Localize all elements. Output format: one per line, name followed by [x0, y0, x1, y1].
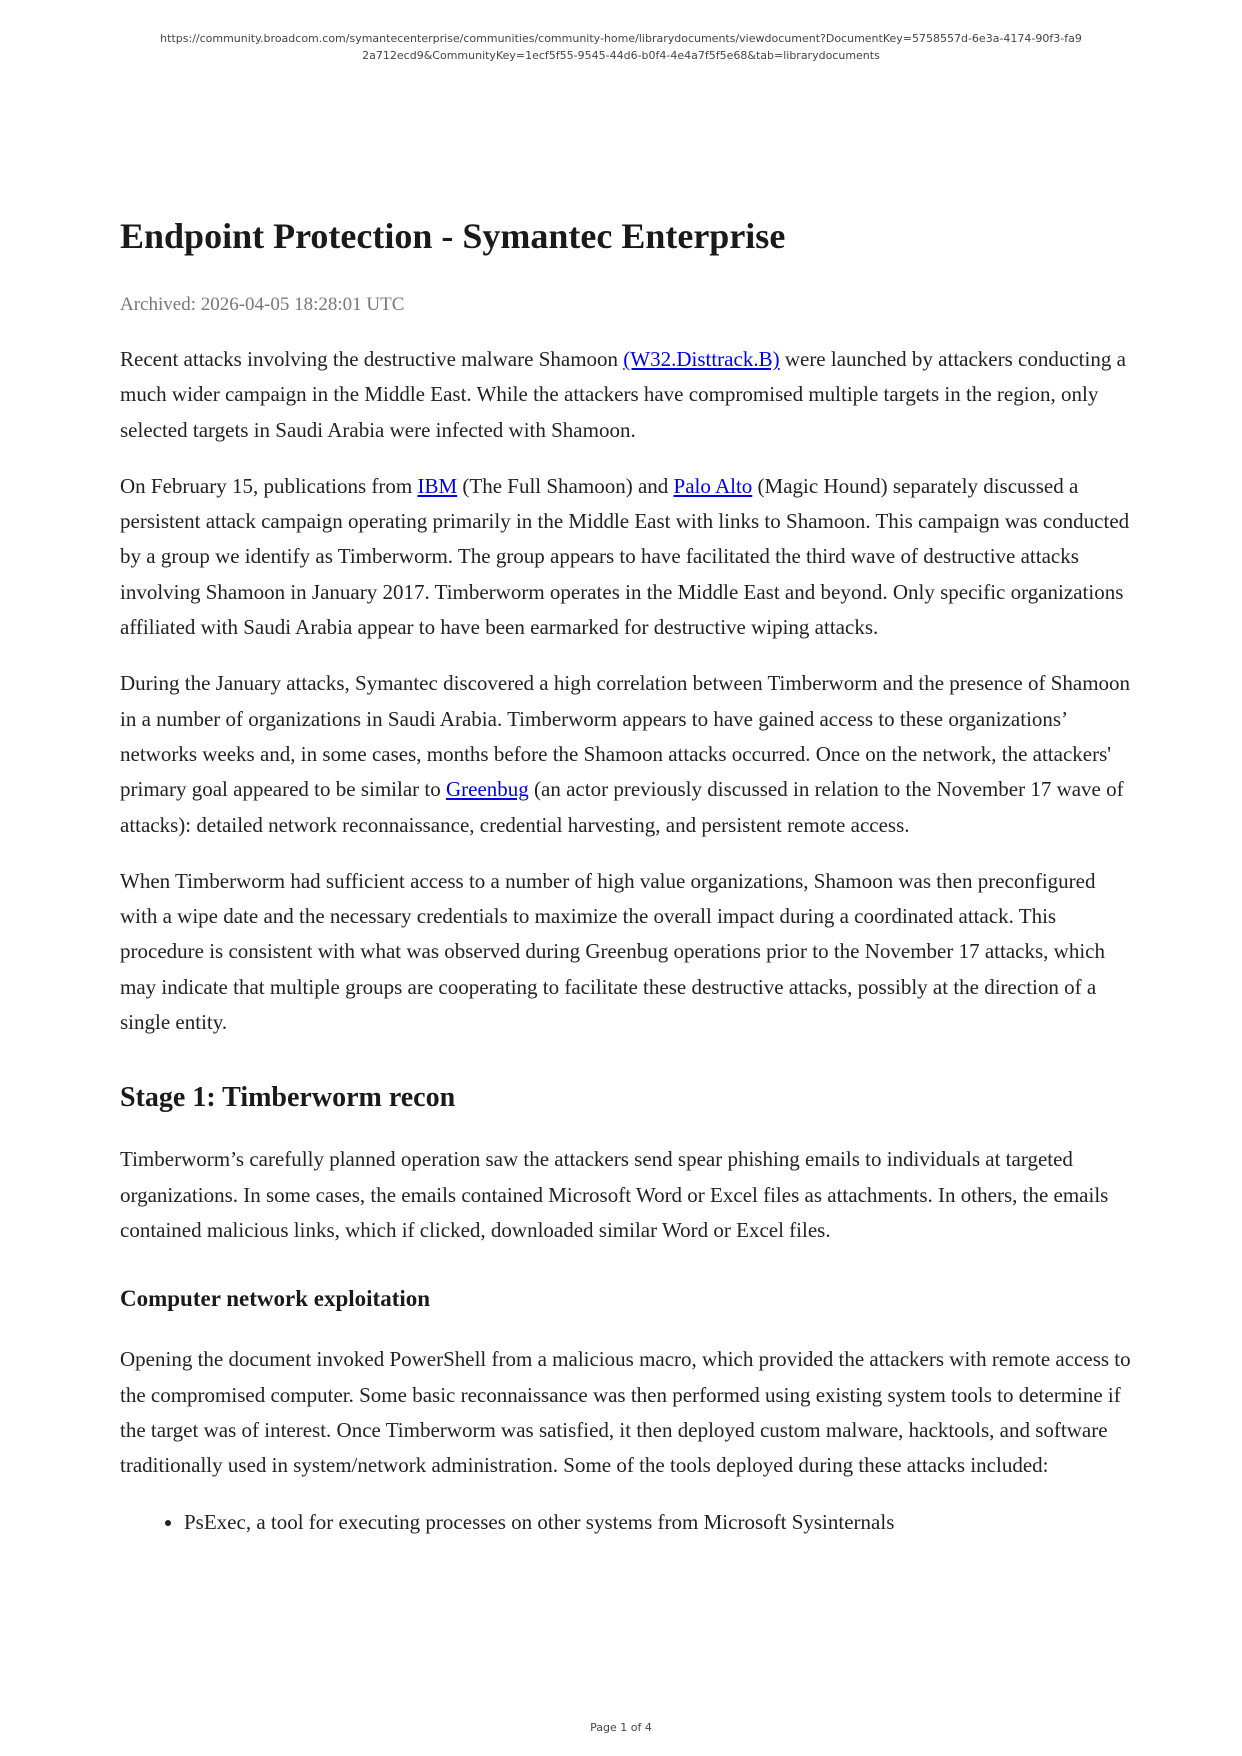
document-body	[120, 214, 1132, 1540]
paragraph-spear-phishing: Timberworm’s carefully planned operation saw the attackers send spear phishing emails to individuals at targeted organizations. In some cases, the emails contained Microsoft Word or Excel files as attachments. In others, the emails contained malicious links, which if clicked, downloaded similar Word or Excel files.	[120, 1147, 1109, 1242]
paragraph-text: (an actor previously discussed in relation to the November 17 wave of attacks): detailed network reconnaissance, credential harvesting, and persistent remote access.	[120, 777, 1124, 837]
paragraph-text: (Magic Hound) separately discussed a persistent attack campaign operating primarily in the Middle East with links to Shamoon. This campaign was conducted by a group we identify as Timberworm. The group appears to have facilitated the third wave of destructive attacks involving Shamoon in January 2017. Timberworm operates in the Middle East and beyond. Only specific organizations affiliated with Saudi Arabia appear to have been earmarked for destructive wiping attacks.	[120, 473, 1130, 640]
section-heading-stage-1: Stage 1: Timberworm recon	[120, 1082, 456, 1114]
paragraph-publications	[120, 469, 1132, 645]
link-palo-alto[interactable]: Palo Alto	[673, 473, 753, 498]
list-item: • PsExec, a tool for executing processes on other systems from Microsoft Sysinternals	[184, 1505, 1132, 1540]
paragraph-text: (The Full Shamoon) and	[457, 473, 674, 498]
archived-timestamp: Archived: 2026-04-05 18:28:01 UTC	[120, 294, 405, 315]
page-number: Page 1 of 4	[590, 1721, 652, 1734]
subsection-heading-exploitation: Computer network exploitation	[120, 1286, 431, 1312]
link-greenbug[interactable]: Greenbug	[445, 777, 529, 802]
tools-list	[120, 1505, 1132, 1540]
paragraph-text: Recent attacks involving the destructive malware Shamoon	[120, 347, 624, 371]
link-w32-disttrack[interactable]: (W32.Disttrack.B)	[623, 347, 780, 371]
paragraph-powershell: Opening the document invoked PowerShell from a malicious macro, which provided the attackers with remote access to the compromised computer. Some basic reconnaissance was then performed using existing system tools to determine if the target was of interest. Once Timberworm was satisfied, it then deployed custom malware, hacktools, and software traditionally used in system/network administration. Some of the tools deployed during these attacks included:	[120, 1347, 1131, 1478]
paragraph-sufficient-access: When Timberworm had sufficient access to a number of high value organizations, Shamoon was then preconfigured with a wipe date and the necessary credentials to maximize the overall impact during a coordinated attack. This procedure is consistent with what was observed during Greenbug operations prior to the November 17 attacks, which may indicate that multiple groups are cooperating to facilitate these destructive attacks, possibly at the direction of a single entity.	[120, 868, 1105, 1035]
paragraph-text: On February 15, publications from	[120, 473, 418, 498]
page-title: Endpoint Protection - Symantec Enterprise	[120, 216, 786, 256]
page-url-header: https://community.broadcom.com/symantecenterprise/communities/community-home/librarydocuments/viewdocument?DocumentKey=5758557d-6e3a-4174-90f3-fa92a712ecd9&CommunityKey=1ecf5f55-9545-44d6-b0f4-4e4a7f5f5e68&tab=librarydocuments	[160, 32, 1082, 62]
paragraph-text: were launched by attackers conducting a much wider campaign in the Middle East. While the attackers have compromised multiple targets in the region, only selected targets in Saudi Arabia were infected with Shamoon.	[120, 347, 1126, 442]
link-ibm[interactable]: IBM	[417, 473, 458, 498]
paragraph-january-attacks	[120, 666, 1132, 842]
paragraph-intro	[120, 342, 1132, 448]
paragraph-text: During the January attacks, Symantec discovered a high correlation between Timberworm and the presence of Shamoon in a number of organizations in Saudi Arabia. Timberworm appears to have gained access to these organizations’ networks weeks and, in some cases, months before the Shamoon attacks occurred. Once on the network, the attackers' primary goal appeared to be similar to	[120, 671, 1131, 802]
